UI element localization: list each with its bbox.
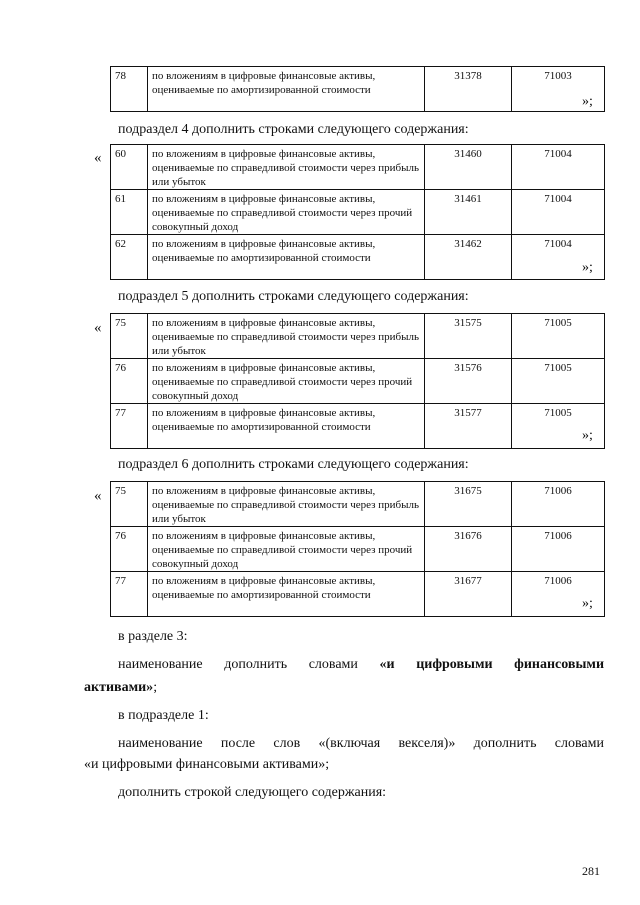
name-add-text: наименование дополнить словами	[118, 657, 358, 672]
closing-quote: »;	[582, 596, 593, 611]
row-code-2: 71005	[512, 404, 605, 449]
table-row	[111, 482, 605, 527]
row-number: 76	[111, 359, 148, 404]
row-description: по вложениям в цифровые финансовые активы, оцениваемые по амортизированной стоимости	[148, 235, 425, 280]
row-number: 75	[111, 314, 148, 359]
row-number: 76	[111, 527, 148, 572]
name-add-bold-text: «и цифровыми финансовыми	[379, 657, 605, 672]
row-description: по вложениям в цифровые финансовые активы, оцениваемые по справедливой стоимости через прибыль или убыток	[148, 145, 425, 190]
row-description: по вложениям в цифровые финансовые активы, оцениваемые по справедливой стоимости через прочий совокупный доход	[148, 190, 425, 235]
name-add-paragraph-line2	[84, 680, 157, 696]
row-number: 62	[111, 235, 148, 280]
add-line-text: дополнить строкой следующего содержания:	[118, 785, 387, 800]
row-code-2: 71006	[512, 572, 605, 617]
name-after-line1: наименование после слов «(включая векселя)» дополнить словами	[118, 736, 604, 751]
row-number: 60	[111, 145, 148, 190]
opening-quote: «	[94, 320, 102, 336]
row-code-1: 31675	[425, 482, 512, 527]
subsection-5-heading: подраздел 5 дополнить строками следующего содержания:	[118, 289, 469, 304]
closing-quote: »;	[582, 94, 593, 109]
row-code-2: 71004	[512, 190, 605, 235]
name-add-bold-continuation: активами»	[84, 680, 154, 695]
row-code-1: 31576	[425, 359, 512, 404]
row-code-1: 31461	[425, 190, 512, 235]
table-subsection-6	[110, 481, 605, 617]
name-add-tail: ;	[153, 680, 158, 695]
opening-quote: «	[94, 150, 102, 166]
row-number: 61	[111, 190, 148, 235]
row-description: по вложениям в цифровые финансовые активы, оцениваемые по справедливой стоимости через прочий совокупный доход	[148, 527, 425, 572]
table-subsection-5	[110, 313, 605, 449]
section-3-text: в разделе 3:	[118, 629, 188, 644]
row-number: 75	[111, 482, 148, 527]
table-row	[111, 190, 605, 235]
row-description: по вложениям в цифровые финансовые активы, оцениваемые по амортизированной стоимости	[148, 67, 425, 112]
row-description: по вложениям в цифровые финансовые активы, оцениваемые по амортизированной стоимости	[148, 572, 425, 617]
row-code-2: 71006	[512, 482, 605, 527]
row-description: по вложениям в цифровые финансовые активы, оцениваемые по справедливой стоимости через прочий совокупный доход	[148, 359, 425, 404]
row-number: 77	[111, 404, 148, 449]
subsection-1-text: в подразделе 1:	[118, 708, 209, 723]
subsection-4-heading: подраздел 4 дополнить строками следующего содержания:	[118, 122, 469, 137]
table-row	[111, 572, 605, 617]
closing-quote: »;	[582, 428, 593, 443]
table-top	[110, 66, 605, 112]
opening-quote: «	[94, 488, 102, 504]
row-code-2: 71006	[512, 527, 605, 572]
row-description: по вложениям в цифровые финансовые активы, оцениваемые по амортизированной стоимости	[148, 404, 425, 449]
row-code-1: 31677	[425, 572, 512, 617]
row-code-1: 31460	[425, 145, 512, 190]
table-row	[111, 359, 605, 404]
table-row	[111, 145, 605, 190]
row-description: по вложениям в цифровые финансовые активы, оцениваемые по справедливой стоимости через прибыль или убыток	[148, 314, 425, 359]
row-code-2: 71005	[512, 314, 605, 359]
table-row	[111, 404, 605, 449]
row-code-1: 31462	[425, 235, 512, 280]
table-row	[111, 67, 605, 112]
row-code-2: 71004	[512, 235, 605, 280]
closing-quote: »;	[582, 260, 593, 275]
row-number: 78	[111, 67, 148, 112]
row-code-1: 31378	[425, 67, 512, 112]
row-code-2: 71004	[512, 145, 605, 190]
table-row	[111, 314, 605, 359]
table-row	[111, 235, 605, 280]
row-code-2: 71003	[512, 67, 605, 112]
subsection-6-heading: подраздел 6 дополнить строками следующего содержания:	[118, 457, 469, 472]
name-add-paragraph-line1	[118, 655, 604, 675]
row-number: 77	[111, 572, 148, 617]
table-row	[111, 527, 605, 572]
row-code-1: 31575	[425, 314, 512, 359]
row-code-1: 31577	[425, 404, 512, 449]
name-after-line2: «и цифровыми финансовыми активами»;	[84, 757, 330, 772]
row-code-2: 71005	[512, 359, 605, 404]
row-code-1: 31676	[425, 527, 512, 572]
page-number: 281	[582, 864, 600, 878]
row-description: по вложениям в цифровые финансовые активы, оцениваемые по справедливой стоимости через прибыль или убыток	[148, 482, 425, 527]
table-subsection-4	[110, 144, 605, 280]
